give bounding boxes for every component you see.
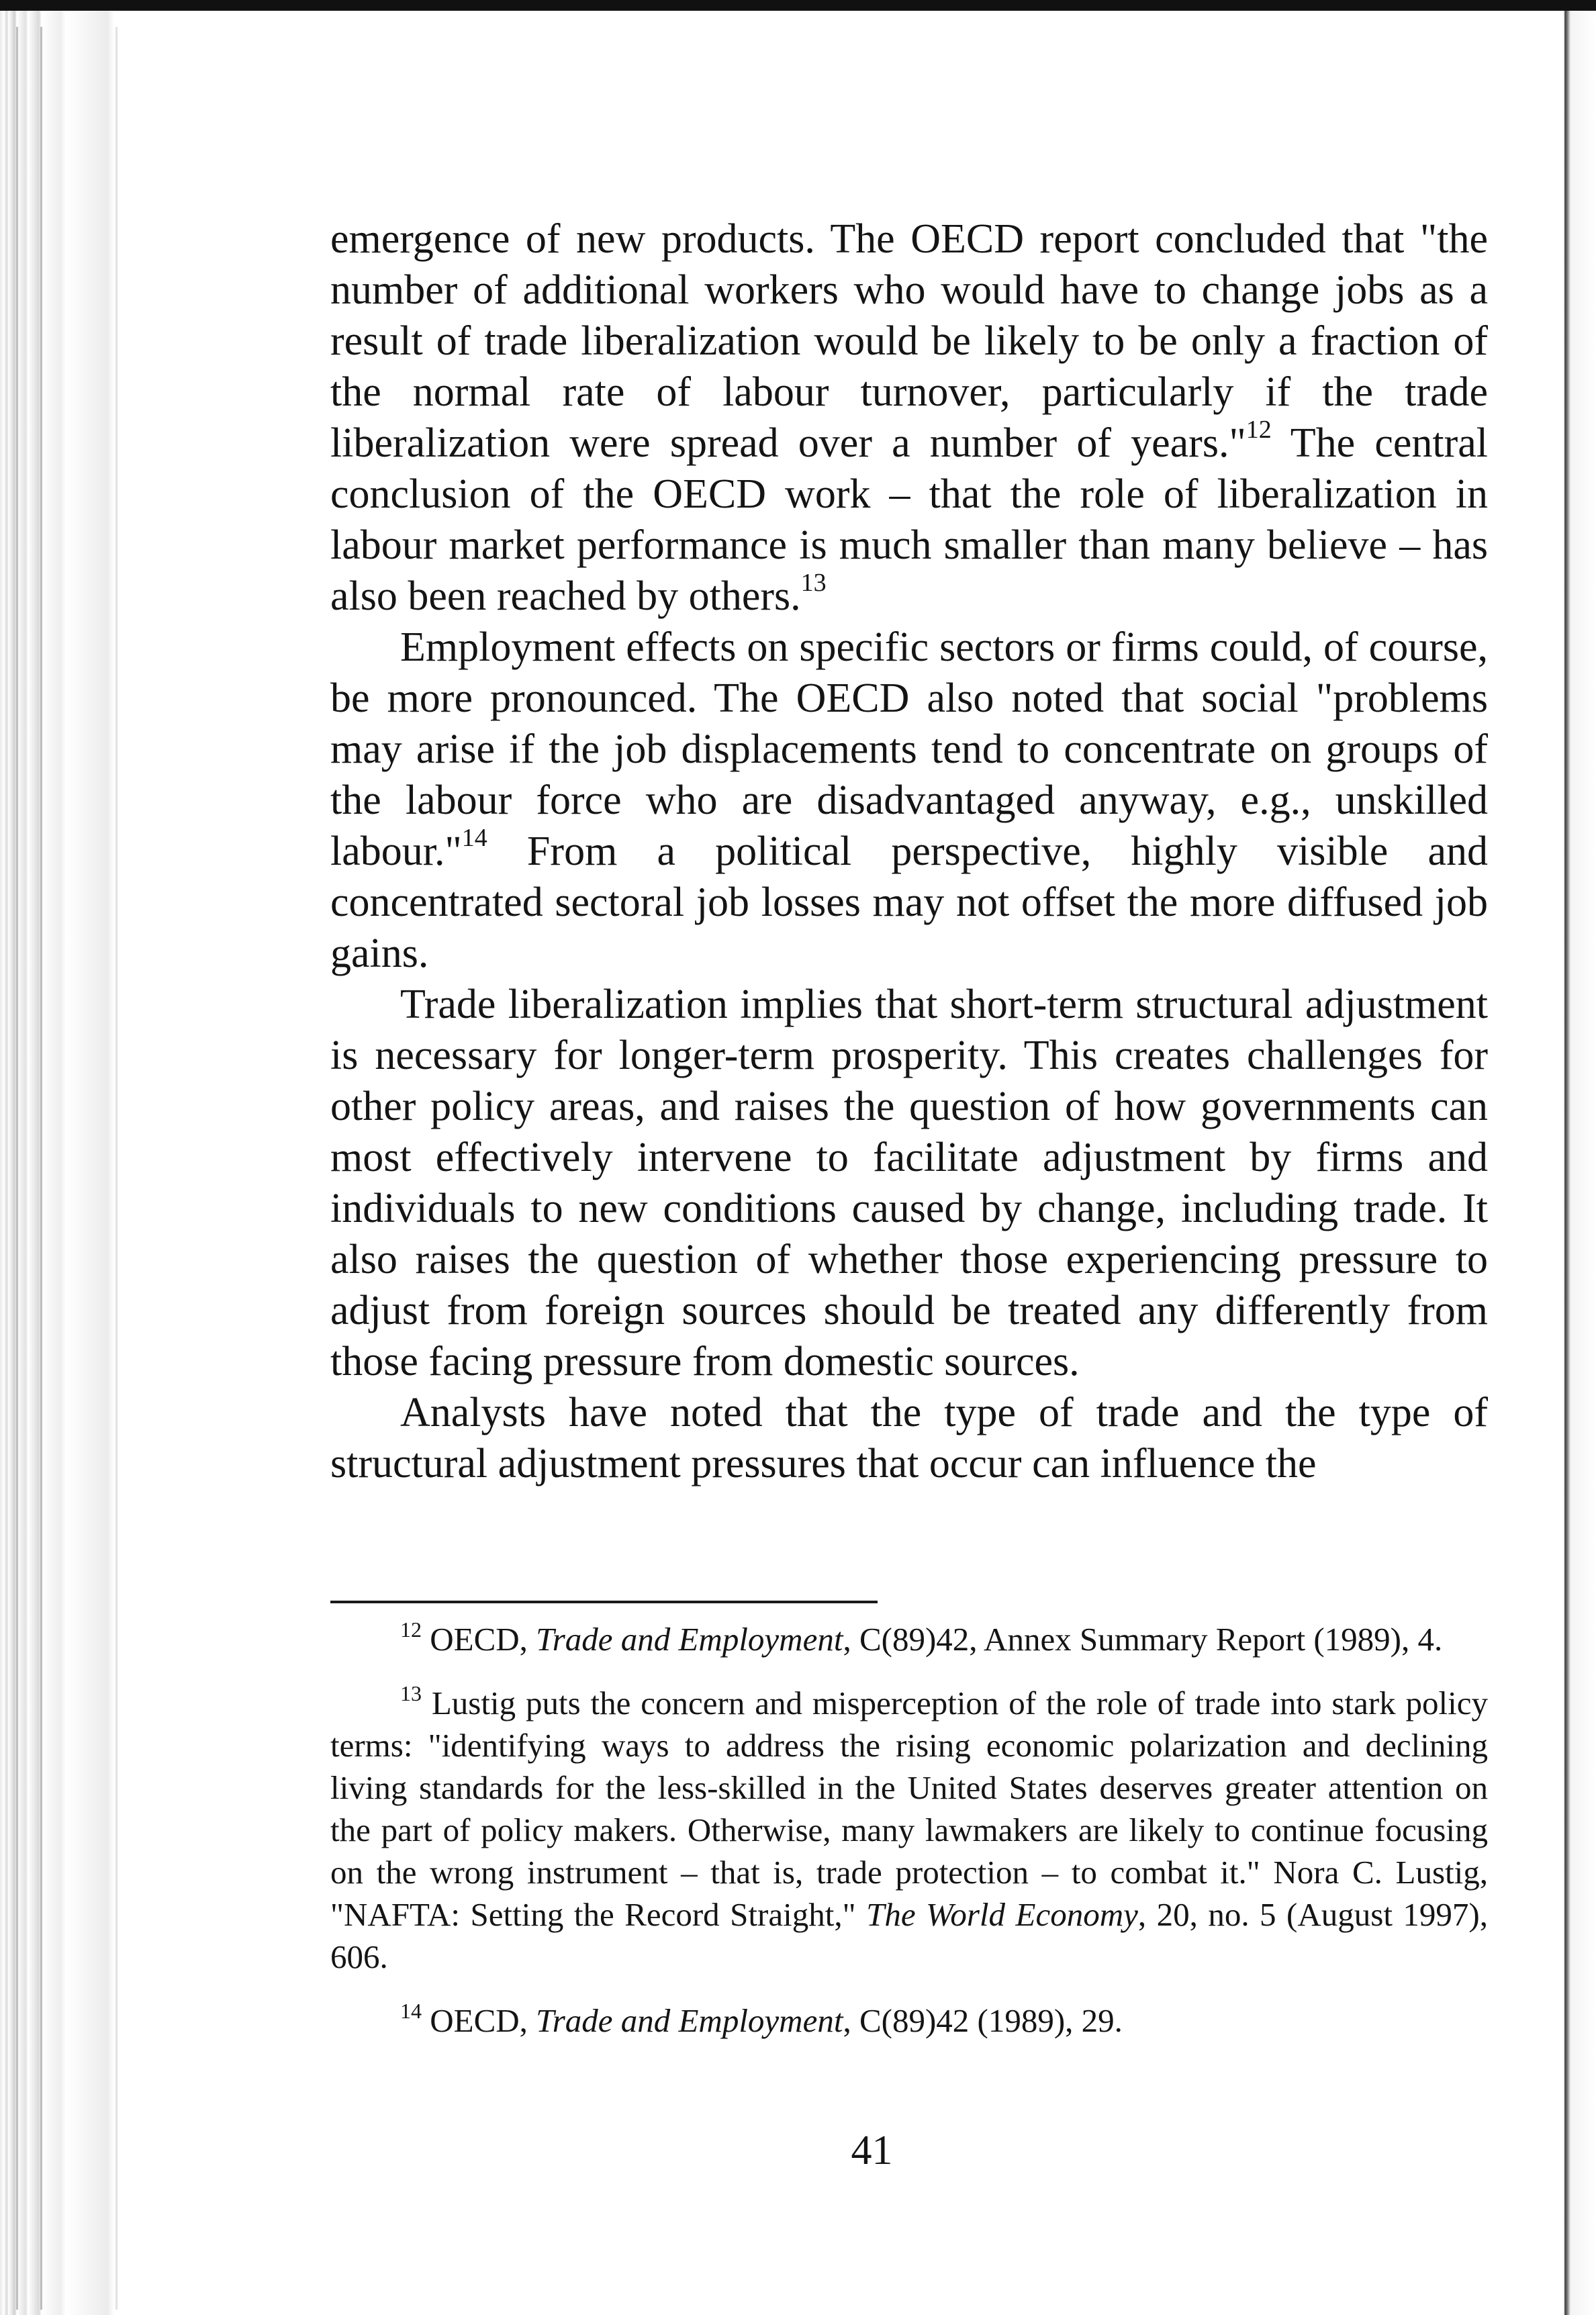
scan-artifact-line — [16, 27, 18, 2310]
footnote-marker: 14 — [400, 1999, 422, 2023]
footnotes — [330, 1618, 1488, 2063]
footnote-marker: 13 — [400, 1681, 422, 1705]
footnote — [330, 1999, 1488, 2042]
paragraph — [330, 622, 1488, 979]
scan-top-edge — [0, 0, 1596, 11]
text-run: OECD, — [422, 2002, 536, 2039]
italic-title: The World Economy — [866, 1896, 1138, 1933]
footnote-marker: 12 — [400, 1617, 422, 1642]
text-run: , C(89)42, Annex Summary Report (1989), 4. — [843, 1621, 1443, 1658]
page-number: 41 — [851, 2128, 893, 2173]
footnote-marker: 14 — [461, 824, 487, 852]
italic-title: Trade and Employment — [536, 2002, 843, 2039]
footnote-marker: 12 — [1246, 416, 1272, 444]
text-run: , 20, no. 5 (August 1997), 606. — [330, 1896, 1488, 1975]
scan-right-edge — [1554, 11, 1596, 2315]
paragraph — [330, 979, 1488, 1387]
paragraph — [330, 214, 1488, 622]
body-text — [330, 214, 1488, 1489]
scan-left-edge — [0, 11, 134, 2315]
text-run: The central conclusion of the OECD work – that the role of liberalization in labour market performance is much smaller than many believe – has also been reached by others. — [330, 420, 1488, 619]
text-run: Employment effects on specific sectors or firms could, of course, be more pronounced. The OECD also noted that social "problems may arise if the job displacements tend to concentrate on groups of the labour force who are disadvantaged anyway, e.g., unskilled labour." — [330, 624, 1488, 874]
text-run: From a political perspective, highly visible and concentrated sectoral job losses may not offset the more diffused job gains. — [330, 829, 1488, 976]
scan-artifact-line — [115, 27, 118, 2310]
text-run: , C(89)42 (1989), 29. — [843, 2002, 1123, 2039]
text-run: OECD, — [422, 1621, 536, 1658]
text-run: Analysts have noted that the type of trade and the type of structural adjustment pressures that occur can influence the — [330, 1390, 1488, 1486]
scan-artifact-line — [40, 27, 42, 2310]
text-run: Trade liberalization implies that short-term structural adjustment is necessary for longer-term prosperity. This creates challenges for other policy areas, and raises the question of how governments can most effectively intervene to facilitate adjustment by firms and individuals to new conditions caused by change, including trade. It also raises the question of whether those experiencing pressure to adjust from foreign sources should be treated any differently from those facing pressure from domestic sources. — [330, 982, 1488, 1384]
footnote-separator — [330, 1601, 878, 1603]
text-run: Lustig puts the concern and misperception of the role of trade into stark policy terms: "identifying ways to address the rising economic polarization and declining living standards for the less-skilled in the United States deserves greater attention on the part of policy makers. Otherwise, many lawmakers are likely to continue focusing on the wrong instrument – that is, trade protection – to combat it." Nora C. Lustig, "NAFTA: Setting the Record Straight," — [330, 1685, 1488, 1933]
footnote-marker: 13 — [800, 569, 827, 597]
paragraph — [330, 1387, 1488, 1489]
text-run: emergence of new products. The OECD report concluded that "the number of additional workers who would have to change jobs as a result of trade liberalization would be likely to be only a fraction of the normal rate of labour turnover, particularly if the trade liberalization were spread over a number of years." — [330, 216, 1488, 466]
footnote — [330, 1682, 1488, 1978]
italic-title: Trade and Employment — [536, 1621, 843, 1658]
footnote — [330, 1618, 1488, 1660]
